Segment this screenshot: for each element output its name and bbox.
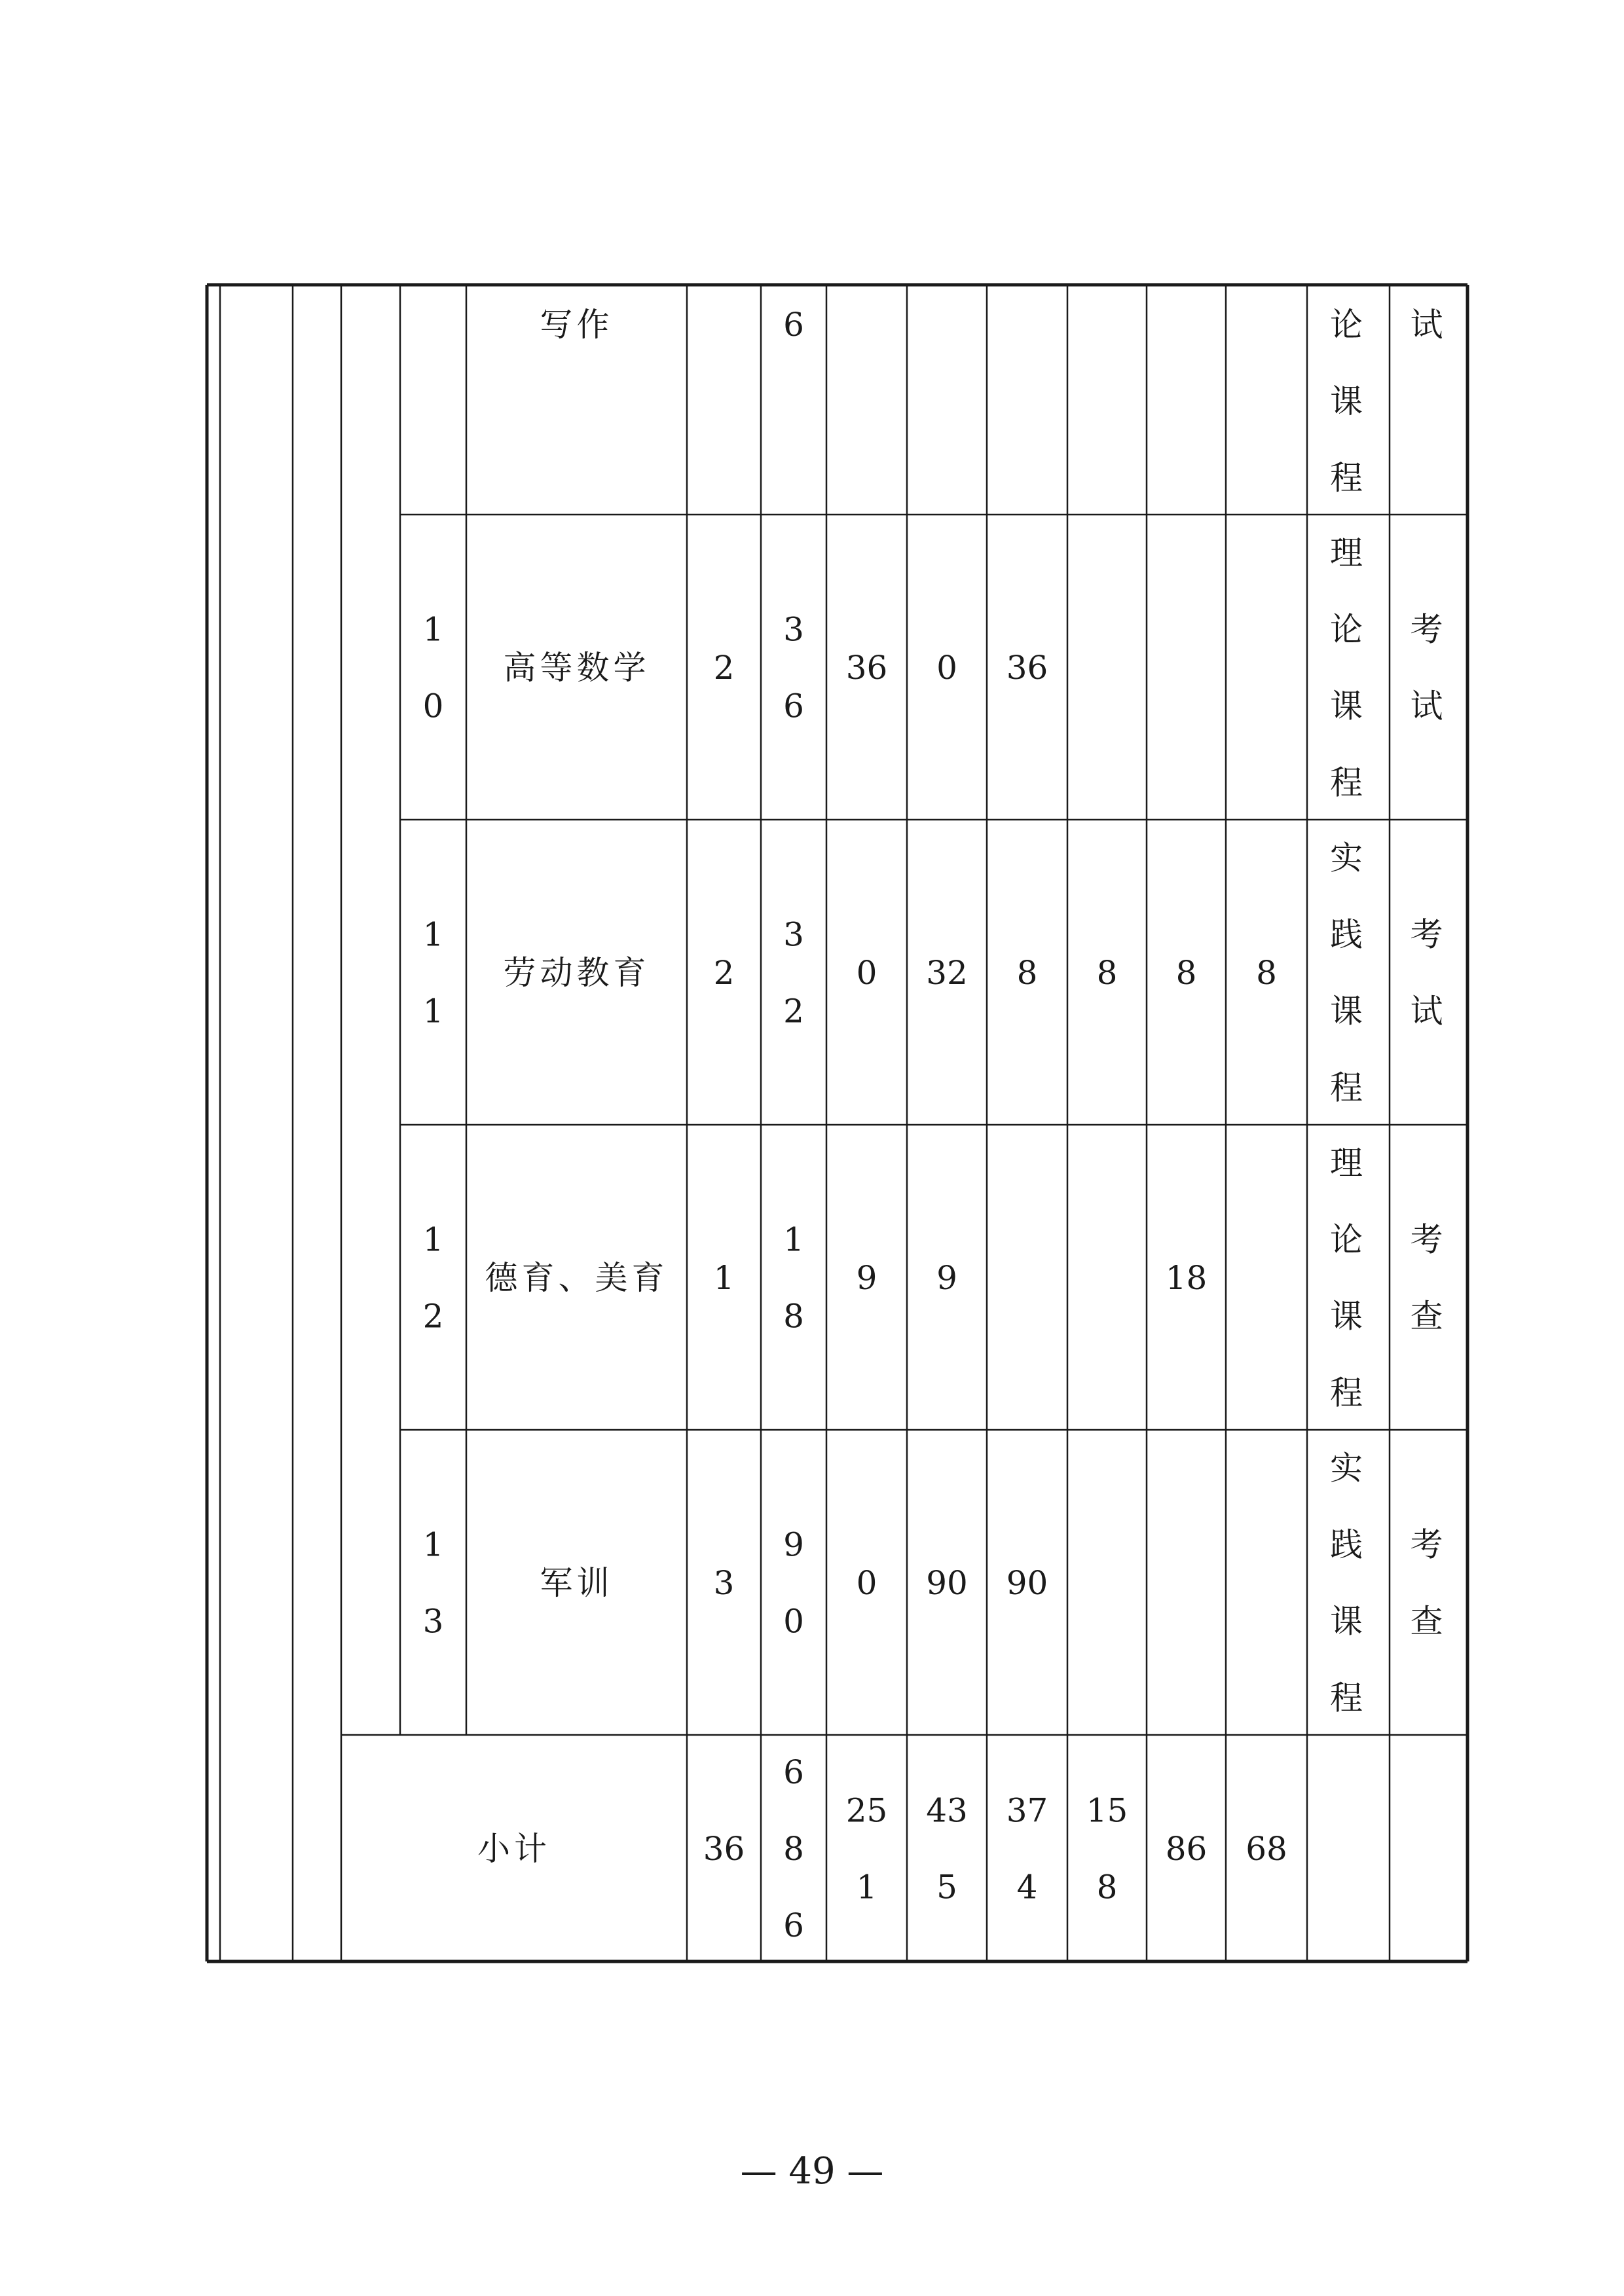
semester-1-hours: 90: [1006, 1564, 1048, 1602]
subtotal-label: 小计: [477, 1830, 551, 1868]
total-hours: 3: [783, 610, 804, 649]
subtotal-semester-4: 68: [1246, 1830, 1287, 1868]
total-hours: 6: [783, 306, 804, 344]
course-type: 程: [1330, 1679, 1367, 1717]
credits: 1: [713, 1259, 735, 1297]
semester-1-hours: 8: [1016, 954, 1038, 992]
course-type: 课: [1330, 382, 1367, 420]
assessment-method: 查: [1410, 1602, 1447, 1641]
course-type: 课: [1330, 687, 1367, 725]
table-grid: [207, 285, 1467, 1961]
subtotal-theory-hours: 1: [856, 1868, 877, 1906]
course-type: 课: [1330, 992, 1367, 1030]
practice-hours: 32: [926, 954, 968, 992]
course-type: 程: [1330, 1068, 1367, 1107]
course-type: 实: [1330, 839, 1367, 877]
course-type: 程: [1330, 1374, 1367, 1412]
row-seq: 3: [422, 1602, 444, 1641]
total-hours: 9: [783, 1525, 804, 1564]
total-hours: 0: [783, 1602, 804, 1641]
assessment-method: 试: [1410, 992, 1447, 1030]
total-hours: 1: [783, 1220, 804, 1259]
theory-hours: 36: [845, 649, 888, 687]
course-type: 理: [1330, 534, 1367, 572]
subtotal-total-hours: 6: [783, 1906, 804, 1944]
assessment-method: 查: [1410, 1297, 1447, 1336]
page-number: — 49 —: [740, 2150, 884, 2193]
subtotal-practice-hours: 43: [926, 1791, 968, 1830]
subtotal-semester-1: 4: [1016, 1868, 1038, 1906]
row-seq: 1: [422, 1525, 444, 1564]
row-seq: 2: [422, 1297, 444, 1336]
semester-4-hours: 8: [1256, 954, 1277, 992]
row-seq: 1: [422, 610, 444, 649]
total-hours: 8: [783, 1297, 804, 1336]
subtotal-practice-hours: 5: [936, 1868, 957, 1906]
course-type: 践: [1330, 915, 1367, 954]
subtotal-semester-2: 15: [1086, 1791, 1128, 1830]
course-type: 程: [1330, 763, 1367, 802]
total-hours: 3: [783, 915, 804, 954]
theory-hours: 9: [856, 1259, 877, 1297]
credits: 3: [713, 1564, 735, 1602]
row-seq: 0: [422, 687, 444, 725]
row-seq: 1: [422, 915, 444, 954]
course-name: 军训: [540, 1564, 614, 1602]
course-type: 课: [1330, 1602, 1367, 1641]
total-hours: 2: [783, 992, 804, 1030]
course-name: 写作: [540, 306, 614, 344]
theory-hours: 0: [856, 954, 877, 992]
course-name: 德育、美育: [485, 1259, 669, 1297]
course-type: 论: [1330, 1220, 1367, 1259]
row-seq: 1: [422, 1220, 444, 1259]
semester-2-hours: 8: [1096, 954, 1118, 992]
course-type: 理: [1330, 1144, 1367, 1182]
theory-hours: 0: [856, 1564, 877, 1602]
assessment-method: 考: [1410, 915, 1447, 954]
subtotal-total-hours: 8: [783, 1830, 804, 1868]
course-type: 论: [1330, 306, 1367, 344]
subtotal-theory-hours: 25: [845, 1791, 888, 1830]
course-type: 践: [1330, 1525, 1367, 1564]
course-type: 课: [1330, 1297, 1367, 1336]
practice-hours: 0: [936, 649, 957, 687]
semester-3-hours: 18: [1165, 1259, 1208, 1297]
subtotal-total-hours: 6: [783, 1753, 804, 1791]
assessment-method: 试: [1410, 306, 1447, 344]
subtotal-semester-1: 37: [1006, 1791, 1048, 1830]
semester-3-hours: 8: [1175, 954, 1197, 992]
course-type: 实: [1330, 1449, 1367, 1487]
semester-1-hours: 36: [1006, 649, 1048, 687]
course-name: 高等数学: [503, 649, 650, 687]
subtotal-credits: 36: [703, 1830, 745, 1868]
assessment-method: 考: [1410, 1525, 1447, 1564]
subtotal-semester-3: 86: [1165, 1830, 1208, 1868]
row-seq: 1: [422, 992, 444, 1030]
practice-hours: 9: [936, 1259, 957, 1297]
credits: 2: [713, 649, 735, 687]
total-hours: 6: [783, 687, 804, 725]
assessment-method: 试: [1410, 687, 1447, 725]
course-name: 劳动教育: [503, 954, 650, 992]
practice-hours: 90: [926, 1564, 968, 1602]
course-type: 程: [1330, 459, 1367, 497]
subtotal-semester-2: 8: [1096, 1868, 1118, 1906]
course-type: 论: [1330, 610, 1367, 649]
credits: 2: [713, 954, 735, 992]
assessment-method: 考: [1410, 1220, 1447, 1259]
assessment-method: 考: [1410, 610, 1447, 649]
